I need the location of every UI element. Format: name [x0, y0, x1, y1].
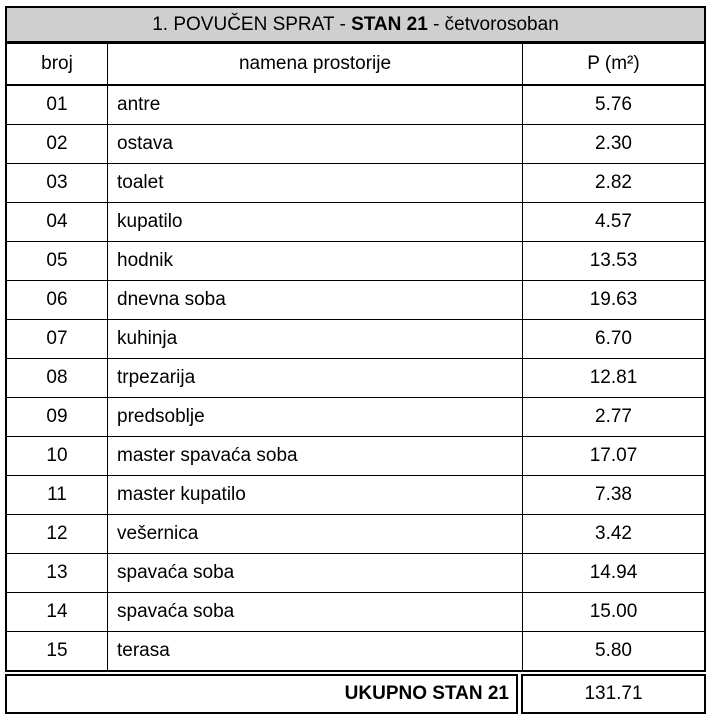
cell-name: trpezarija — [108, 359, 523, 398]
cell-area: 14.94 — [523, 554, 706, 593]
cell-name: kuhinja — [108, 320, 523, 359]
table-row — [6, 554, 705, 593]
table-row — [6, 203, 705, 242]
cell-num: 10 — [6, 437, 108, 476]
title-prefix: 1. POVUČEN SPRAT - — [152, 13, 352, 35]
cell-num: 02 — [6, 125, 108, 164]
cell-num: 06 — [6, 281, 108, 320]
table-row — [6, 515, 705, 554]
cell-area: 19.63 — [523, 281, 706, 320]
cell-name: hodnik — [108, 242, 523, 281]
cell-name: spavaća soba — [108, 554, 523, 593]
cell-area: 17.07 — [523, 437, 706, 476]
table-row — [6, 242, 705, 281]
cell-area: 7.38 — [523, 476, 706, 515]
cell-num: 11 — [6, 476, 108, 515]
table-row — [6, 437, 705, 476]
rooms-table — [5, 43, 706, 672]
header-name: namena prostorije — [108, 44, 523, 86]
cell-area: 2.30 — [523, 125, 706, 164]
title-unit: STAN 21 — [351, 13, 428, 35]
total-row — [5, 674, 706, 714]
header-area: P (m²) — [523, 44, 706, 86]
header-row — [6, 44, 705, 86]
cell-name: dnevna soba — [108, 281, 523, 320]
cell-area: 5.76 — [523, 85, 706, 125]
table-row — [6, 359, 705, 398]
header-num: broj — [6, 44, 108, 86]
cell-name: vešernica — [108, 515, 523, 554]
cell-name: spavaća soba — [108, 593, 523, 632]
table-row — [6, 632, 705, 672]
cell-area: 3.42 — [523, 515, 706, 554]
cell-num: 14 — [6, 593, 108, 632]
cell-name: antre — [108, 85, 523, 125]
cell-area: 6.70 — [523, 320, 706, 359]
cell-name: terasa — [108, 632, 523, 672]
table-row — [6, 476, 705, 515]
cell-area: 12.81 — [523, 359, 706, 398]
cell-num: 09 — [6, 398, 108, 437]
cell-num: 07 — [6, 320, 108, 359]
room-area-sheet — [5, 6, 706, 714]
cell-num: 15 — [6, 632, 108, 672]
cell-name: predsoblje — [108, 398, 523, 437]
title-suffix: - četvorosoban — [427, 13, 559, 35]
total-label: UKUPNO STAN 21 — [5, 674, 518, 714]
cell-num: 04 — [6, 203, 108, 242]
table-row — [6, 320, 705, 359]
cell-area: 5.80 — [523, 632, 706, 672]
cell-num: 12 — [6, 515, 108, 554]
cell-area: 2.82 — [523, 164, 706, 203]
table-row — [6, 398, 705, 437]
table-row — [6, 125, 705, 164]
cell-num: 03 — [6, 164, 108, 203]
table-row — [6, 85, 705, 125]
cell-area: 2.77 — [523, 398, 706, 437]
cell-num: 05 — [6, 242, 108, 281]
table-row — [6, 281, 705, 320]
table-row — [6, 164, 705, 203]
cell-area: 15.00 — [523, 593, 706, 632]
cell-name: master kupatilo — [108, 476, 523, 515]
cell-name: ostava — [108, 125, 523, 164]
cell-num: 08 — [6, 359, 108, 398]
cell-name: kupatilo — [108, 203, 523, 242]
cell-name: master spavaća soba — [108, 437, 523, 476]
cell-area: 13.53 — [523, 242, 706, 281]
cell-num: 13 — [6, 554, 108, 593]
table-row — [6, 593, 705, 632]
table-title — [5, 6, 706, 43]
cell-area: 4.57 — [523, 203, 706, 242]
cell-num: 01 — [6, 85, 108, 125]
cell-name: toalet — [108, 164, 523, 203]
total-value: 131.71 — [521, 674, 706, 714]
